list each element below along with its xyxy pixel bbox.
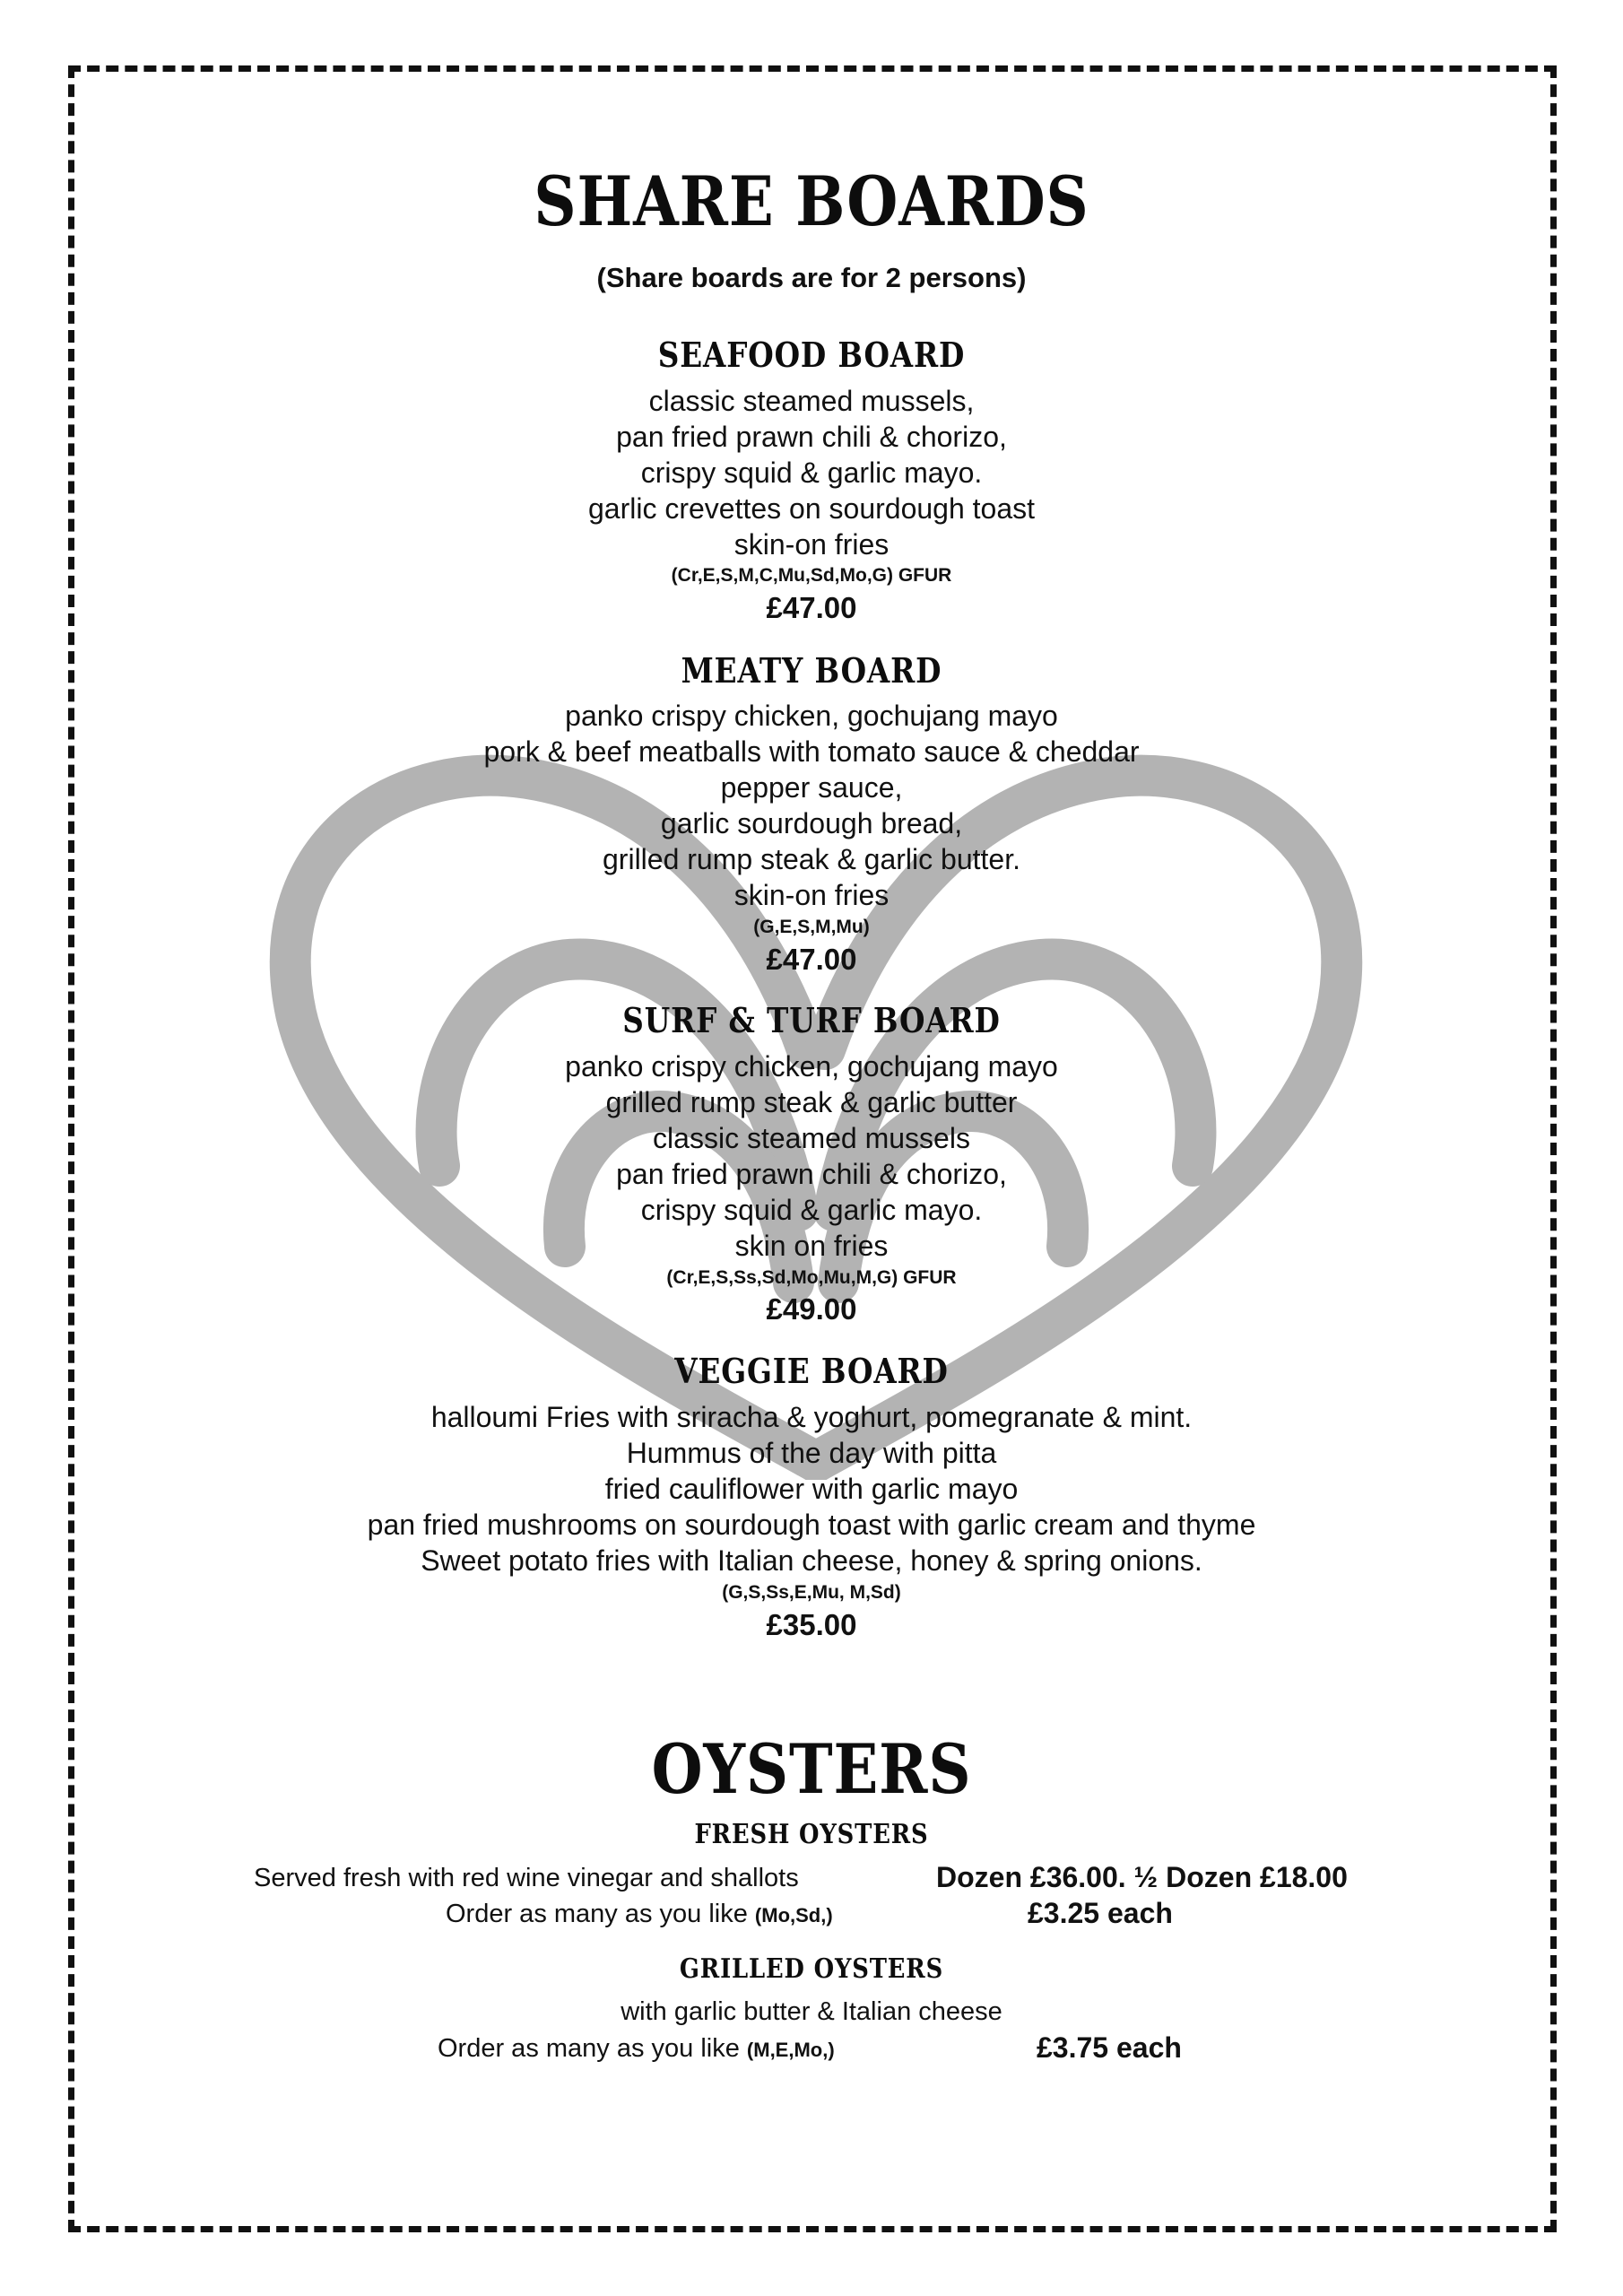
- fresh-oysters-order-note: [446, 1900, 833, 1929]
- surf-turf-board-heading: SURF & TURF BOARD: [622, 1000, 1001, 1040]
- board-item: Sweet potato fries with Italian cheese, honey & spring onions.: [421, 1544, 1202, 1577]
- veggie-board-heading: VEGGIE BOARD: [674, 1351, 949, 1391]
- order-note-text: Order as many as you like: [438, 2034, 740, 2063]
- order-note-text: Order as many as you like: [446, 1900, 748, 1928]
- grilled-oysters-order-note: [438, 2034, 835, 2064]
- allergen-codes: (M,E,Mo,): [746, 2039, 835, 2061]
- board-item: classic steamed mussels,: [648, 385, 975, 417]
- board-item: garlic crevettes on sourdough toast: [587, 492, 1036, 525]
- share-boards-title: SHARE BOARDS: [534, 161, 1089, 241]
- board-item: pepper sauce,: [720, 771, 903, 804]
- allergen-codes: (Mo,Sd,): [754, 1904, 833, 1926]
- board-item: pork & beef meatballs with tomato sauce & cheddar: [483, 735, 1140, 768]
- allergen-codes: (G,S,Ss,E,Mu, M,Sd): [722, 1582, 901, 1603]
- board-price: £35.00: [766, 1608, 857, 1641]
- board-item: halloumi Fries with sriracha & yoghurt, pomegranate & mint.: [430, 1401, 1193, 1433]
- board-item: pan fried prawn chili & chorizo,: [616, 421, 1007, 453]
- board-item: panko crispy chicken, gochujang mayo: [565, 700, 1058, 732]
- board-price: £47.00: [766, 591, 857, 624]
- allergen-codes: (Cr,E,S,Ss,Sd,Mo,Mu,M,G) GFUR: [666, 1267, 957, 1288]
- board-item: garlic sourdough bread,: [660, 807, 963, 839]
- grilled-oysters-heading: GRILLED OYSTERS: [679, 1953, 944, 1985]
- allergen-codes: (Cr,E,S,M,C,Mu,Sd,Mo,G) GFUR: [671, 565, 952, 586]
- board-item: Hummus of the day with pitta: [626, 1437, 997, 1469]
- fresh-oysters-heading: FRESH OYSTERS: [694, 1819, 929, 1850]
- board-item: skin-on fries: [733, 528, 890, 561]
- fresh-oysters-each-price: £3.25 each: [1028, 1897, 1173, 1929]
- board-item: classic steamed mussels: [653, 1122, 970, 1154]
- grilled-oysters-each-price: £3.75 each: [1037, 2031, 1182, 2064]
- allergen-codes: (G,E,S,M,Mu): [753, 917, 870, 937]
- board-item: grilled rump steak & garlic butter.: [603, 843, 1020, 875]
- fresh-oysters-dozen-price: Dozen £36.00. ½ Dozen £18.00: [936, 1861, 1348, 1893]
- oysters-title: OYSTERS: [651, 1729, 972, 1809]
- board-item: skin-on fries: [733, 879, 890, 911]
- board-price: £49.00: [766, 1292, 857, 1326]
- board-item: panko crispy chicken, gochujang mayo: [565, 1050, 1058, 1083]
- board-item: fried cauliflower with garlic mayo: [604, 1473, 1019, 1505]
- board-item: skin on fries: [734, 1230, 889, 1262]
- share-boards-subtitle: (Share boards are for 2 persons): [596, 262, 1027, 293]
- board-item: pan fried prawn chili & chorizo,: [616, 1158, 1007, 1190]
- seafood-board-heading: SEAFOOD BOARD: [657, 335, 966, 375]
- board-price: £47.00: [766, 943, 857, 976]
- grilled-oysters-description: with garlic butter & Italian cheese: [621, 1997, 1002, 2026]
- board-item: crispy squid & garlic mayo.: [640, 457, 983, 489]
- meaty-board-heading: MEATY BOARD: [681, 650, 942, 691]
- fresh-oysters-description: Served fresh with red wine vinegar and shallots: [254, 1864, 799, 1892]
- board-item: pan fried mushrooms on sourdough toast with garlic cream and thyme: [367, 1509, 1256, 1541]
- board-item: grilled rump steak & garlic butter: [605, 1086, 1018, 1118]
- board-item: crispy squid & garlic mayo.: [640, 1194, 983, 1226]
